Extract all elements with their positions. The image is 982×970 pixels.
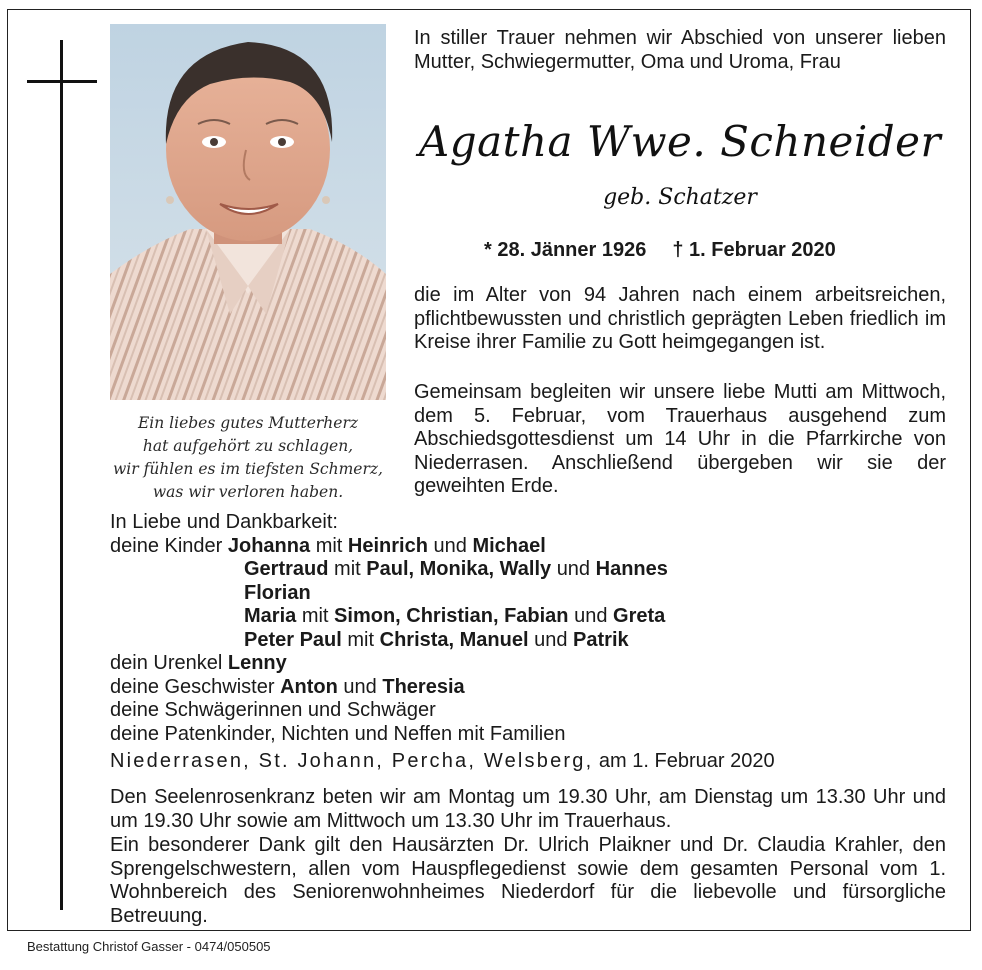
kinder-row	[110, 582, 910, 606]
family-heading: In Liebe und Dankbarkeit:	[110, 511, 338, 533]
grandchild-name: Greta	[613, 605, 666, 627]
quote-line: Ein liebes gutes Mutterherz	[137, 414, 359, 432]
connector: mit	[315, 534, 343, 557]
place-names: Niederrasen, St. Johann, Percha, Welsberg,	[110, 750, 594, 772]
sibling-name: Anton	[280, 675, 338, 698]
schwaeger-row: deine Schwägerinnen und Schwäger	[110, 699, 436, 721]
place-date-text: am 1. Februar 2020	[598, 750, 775, 772]
grandchild-name: Michael	[472, 534, 546, 557]
child-name: Peter Paul	[244, 628, 342, 651]
paten-row: deine Patenkinder, Nichten und Neffen mit Familien	[110, 722, 566, 745]
grandchildren-names: Christa, Manuel	[379, 628, 529, 651]
grandchild-name: Hannes	[595, 558, 668, 580]
death-date: † 1. Februar 2020	[672, 239, 836, 261]
child-name: Florian	[244, 581, 311, 604]
child-name: Maria	[244, 605, 297, 627]
connector: mit	[301, 605, 329, 627]
great-grandchild-name: Lenny	[227, 652, 287, 674]
connector: und	[574, 605, 608, 627]
obituary-paragraph: die im Alter von 94 Jahren nach einem arbeitsreichen, pflichtbewussten und christlich geprägten Leben friedlich im Kreise ihrer Familie zu Gott heimgegangen ist.	[414, 284, 946, 353]
rosary-paragraph: Den Seelenrosenkranz beten wir am Montag um 19.30 Uhr, am Dienstag um 13.30 Uhr und um 19.30 Uhr sowie am Mittwoch um 13.30 Uhr im Trauerhaus.	[110, 786, 946, 832]
portrait-photo	[110, 24, 386, 400]
urenkel-row	[110, 652, 910, 676]
connector: und	[534, 628, 568, 651]
intro-text: In stiller Trauer nehmen wir Abschied von unserer lieben Mutter, Schwiegermutter, Oma und Uroma, Frau	[414, 27, 946, 73]
urenkel-label: dein Urenkel	[110, 652, 223, 674]
memorial-quote	[100, 412, 396, 504]
sibling-name: Theresia	[382, 675, 465, 698]
kinder-row	[110, 629, 910, 653]
quote-line: wir fühlen es im tiefsten Schmerz,	[113, 460, 383, 478]
kinder-row	[110, 535, 910, 559]
funeral-paragraph: Gemeinsam begleiten wir unsere liebe Mutti am Mittwoch, dem 5. Februar, vom Trauerhaus ausgehend zum Abschiedsgottesdienst um 14 Uhr in die Pfarrkirche von Niederrasen. Anschließend übergeben wir sie der geweihten Erde.	[414, 381, 946, 497]
place-date	[110, 749, 870, 773]
spouse-name: Heinrich	[347, 534, 428, 557]
grandchildren-names: Simon, Christian, Fabian	[334, 605, 569, 627]
cross-icon-bar	[27, 80, 97, 83]
quote-line: hat aufgehört zu schlagen,	[142, 437, 354, 455]
cross-icon	[60, 40, 63, 910]
connector: und	[433, 534, 467, 557]
connector: mit	[347, 628, 375, 651]
funeral-home-footer: Bestattung Christof Gasser - 0474/050505	[27, 939, 271, 954]
geschwister-label: deine Geschwister	[110, 675, 275, 698]
birth-name: geb. Schatzer	[603, 185, 757, 210]
connector: mit	[334, 558, 361, 580]
birth-date: * 28. Jänner 1926	[484, 239, 647, 261]
geschwister-row	[110, 676, 910, 700]
quote-line: was wir verloren haben.	[152, 483, 344, 501]
grandchildren-names: Paul, Monika, Wally	[366, 558, 552, 580]
kinder-row	[110, 605, 910, 629]
child-name: Johanna	[227, 534, 311, 557]
grandchild-name: Patrik	[573, 628, 629, 651]
deceased-name: Agatha Wwe. Schneider	[418, 117, 942, 166]
connector: und	[343, 675, 377, 698]
kinder-row	[110, 558, 910, 582]
life-dates	[484, 236, 884, 264]
connector: und	[556, 558, 591, 580]
kinder-label: deine Kinder	[110, 534, 223, 557]
thanks-paragraph: Ein besonderer Dank gilt den Hausärzten Dr. Ulrich Plaikner und Dr. Claudia Krahler, den Sprengelschwestern, allen vom Hauspflegedienst sowie dem gesamten Personal vom 1. Wohnbereich des Seniorenwohnheimes Niederdorf für die liebevolle und fürsorgliche Betreuung.	[110, 834, 946, 927]
family-list	[110, 511, 910, 746]
child-name: Gertraud	[244, 558, 329, 580]
